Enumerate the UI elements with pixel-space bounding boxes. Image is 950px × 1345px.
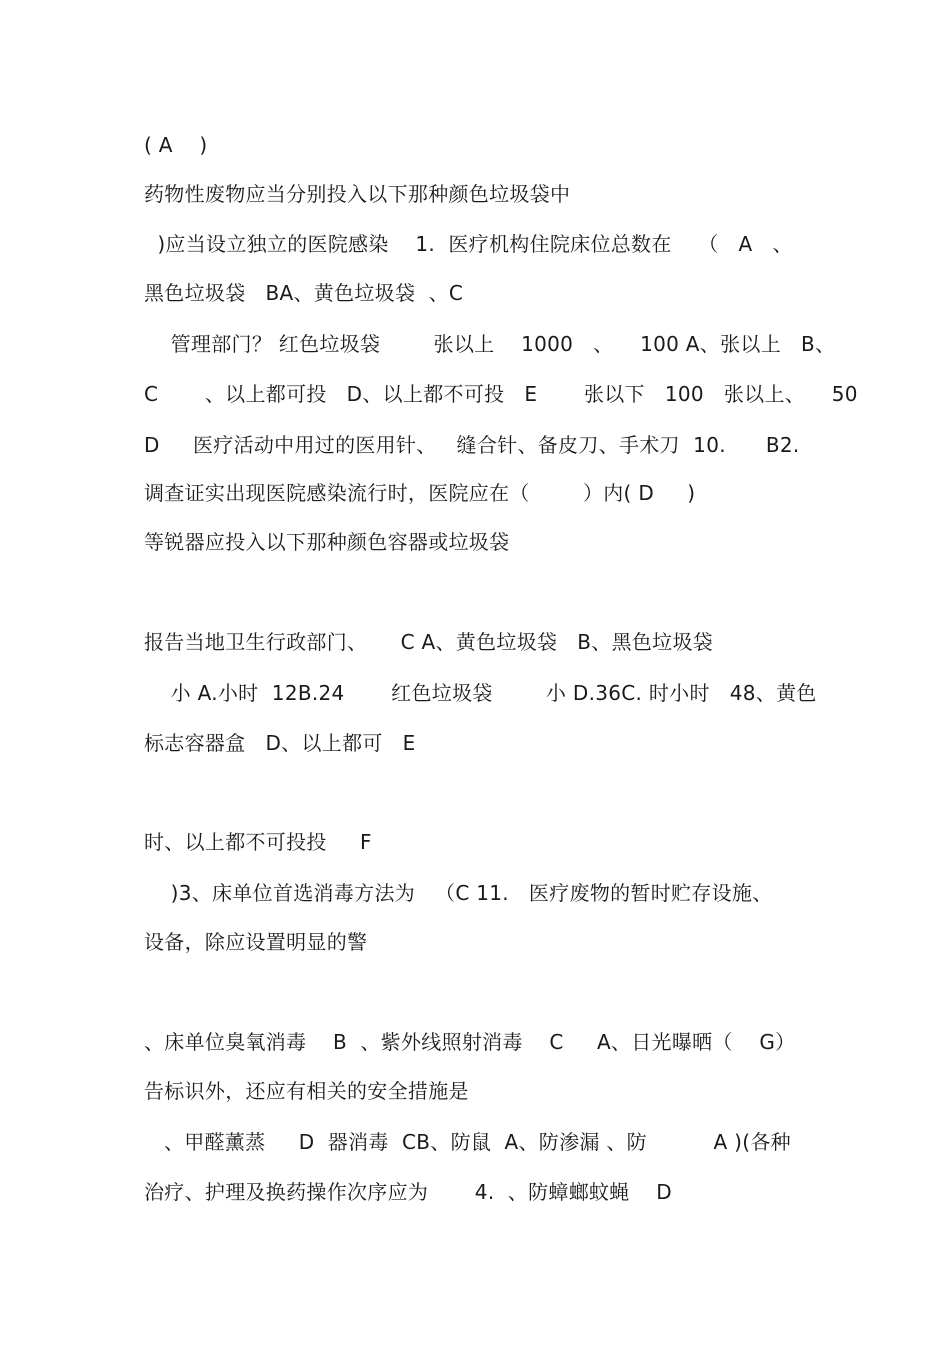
text-line: )应当设立独立的医院感染 1. 医疗机构住院床位总数在 （ A 、 — [144, 232, 793, 256]
text-line: C 、以上都可投 D、以上都不可投 E 张以下 100 张以上、 50 — [144, 382, 858, 406]
text-line: 报告当地卫生行政部门、 C A、黄色垃圾袋 B、黑色垃圾袋 — [144, 630, 714, 654]
text-line: 告标识外，还应有相关的安全措施是 — [144, 1079, 469, 1103]
text-line: 等锐器应投入以下那种颜色容器或垃圾袋 — [144, 530, 510, 554]
text-line: 、甲醛薰蒸 D 器消毒 CB、防鼠 A、防渗漏 、防 A )(各种 — [144, 1130, 791, 1154]
text-line: 小 A.小时 12B.24 红色垃圾袋 小 D.36C. 时小时 48、黄色 — [144, 681, 817, 705]
text-line: 设备，除应设置明显的警 — [144, 930, 368, 954]
text-line: 黑色垃圾袋 BA、黄色垃圾袋 、C — [144, 281, 464, 305]
text-line: 管理部门？ 红色垃圾袋 张以上 1000 、 100 A、张以上 B、 — [144, 332, 836, 356]
text-line: D 医疗活动中用过的医用针、 缝合针、备皮刀、手术刀 10. B2. — [144, 433, 800, 457]
text-line: )3、床单位首选消毒方法为 （C 11. 医疗废物的暂时贮存设施、 — [144, 881, 773, 905]
text-line: 药物性废物应当分别投入以下那种颜色垃圾袋中 — [144, 182, 571, 206]
text-line: 标志容器盒 D、以上都可 E — [144, 731, 416, 755]
text-line: 时、以上都不可投投 F — [144, 830, 372, 854]
text-line: 治疗、护理及换药操作次序应为 4. 、防蟑螂蚊蝇 D — [144, 1180, 672, 1204]
text-line: 调查证实出现医院感染流行时，医院应在（ ）内( D ) — [144, 481, 696, 505]
text-line: ( A ) — [144, 133, 208, 157]
text-line: 、床单位臭氧消毒 B 、紫外线照射消毒 C A、日光曝晒（ G） — [144, 1030, 796, 1054]
